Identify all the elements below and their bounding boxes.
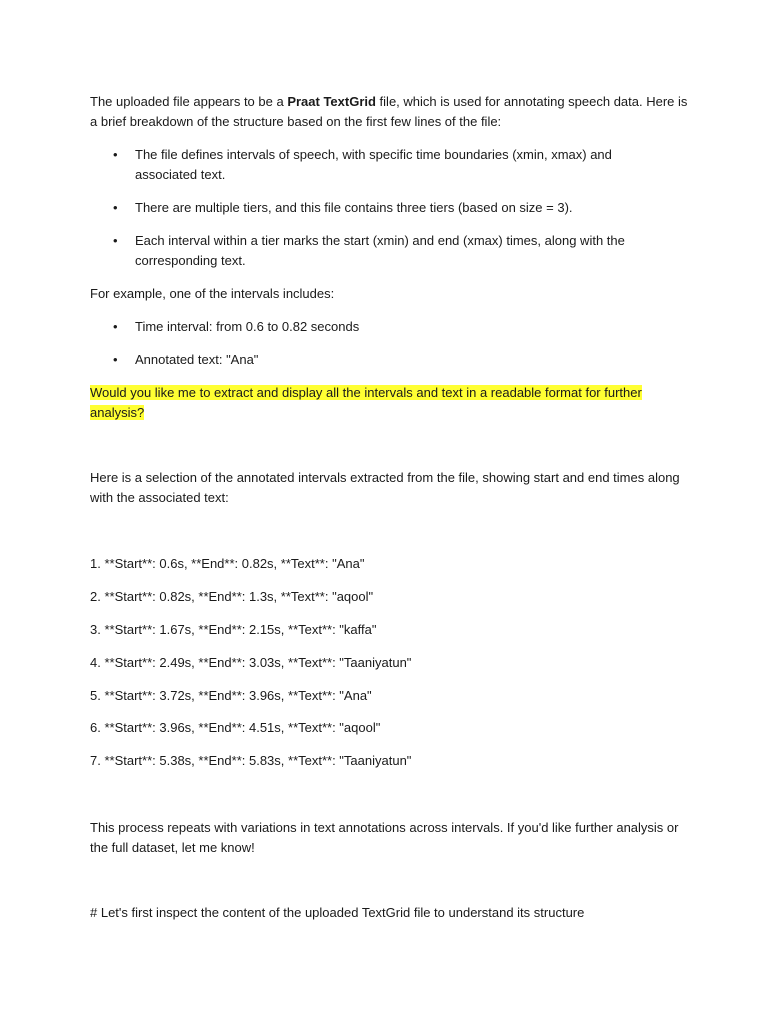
intro-text-before: The uploaded file appears to be a	[90, 94, 288, 109]
intro-paragraph	[90, 92, 690, 132]
selection-intro: Here is a selection of the annotated intervals extracted from the file, showing start and end times along with the associated text:	[90, 470, 680, 505]
structure-bullet-3	[113, 231, 663, 271]
highlighted-question	[90, 383, 690, 423]
bullet-marker: •	[113, 200, 118, 215]
example-bullet-1	[113, 317, 663, 337]
closing-paragraph: This process repeats with variations in text annotations across intervals. If you'd like further analysis or the full dataset, let me know!	[90, 820, 679, 855]
interval-line-5: 5. **Start**: 3.72s, **End**: 3.96s, **Text**: "Ana"	[90, 688, 372, 703]
interval-line-4: 4. **Start**: 2.49s, **End**: 3.03s, **Text**: "Taaniyatun"	[90, 655, 412, 670]
bullet-text: Each interval within a tier marks the start (xmin) and end (xmax) times, along with the corresponding text.	[135, 233, 625, 268]
bullet-text: Time interval: from 0.6 to 0.82 seconds	[135, 319, 360, 334]
intro-bold-term: Praat TextGrid	[287, 94, 376, 109]
example-bullet-2	[113, 350, 663, 370]
bullet-marker: •	[113, 319, 118, 334]
bullet-marker: •	[113, 352, 118, 367]
structure-bullet-1	[113, 145, 663, 185]
bullet-marker: •	[113, 147, 118, 162]
intro-text-after: file, which is used for annotating speech data. Here is a brief breakdown of the structure based on the first few lines of the file:	[90, 94, 688, 129]
example-intro: For example, one of the intervals includes:	[90, 286, 335, 301]
bullet-text: There are multiple tiers, and this file contains three tiers (based on size = 3).	[135, 200, 573, 215]
interval-line-1: 1. **Start**: 0.6s, **End**: 0.82s, **Text**: "Ana"	[90, 556, 365, 571]
interval-line-2: 2. **Start**: 0.82s, **End**: 1.3s, **Text**: "aqool"	[90, 589, 374, 604]
interval-line-6: 6. **Start**: 3.96s, **End**: 4.51s, **Text**: "aqool"	[90, 720, 381, 735]
interval-line-3: 3. **Start**: 1.67s, **End**: 2.15s, **Text**: "kaffa"	[90, 622, 377, 637]
code-comment-line: # Let's first inspect the content of the uploaded TextGrid file to understand its structure	[90, 905, 585, 920]
bullet-marker: •	[113, 233, 118, 248]
highlighted-question-line-2: analysis?	[90, 405, 145, 420]
bullet-text: Annotated text: "Ana"	[135, 352, 259, 367]
highlighted-question-line-1: Would you like me to extract and display all the intervals and text in a readable format for further	[90, 385, 642, 400]
bullet-text: The file defines intervals of speech, with specific time boundaries (xmin, xmax) and associated text.	[135, 147, 612, 182]
interval-line-7: 7. **Start**: 5.38s, **End**: 5.83s, **Text**: "Taaniyatun"	[90, 753, 412, 768]
structure-bullet-2	[113, 198, 663, 218]
